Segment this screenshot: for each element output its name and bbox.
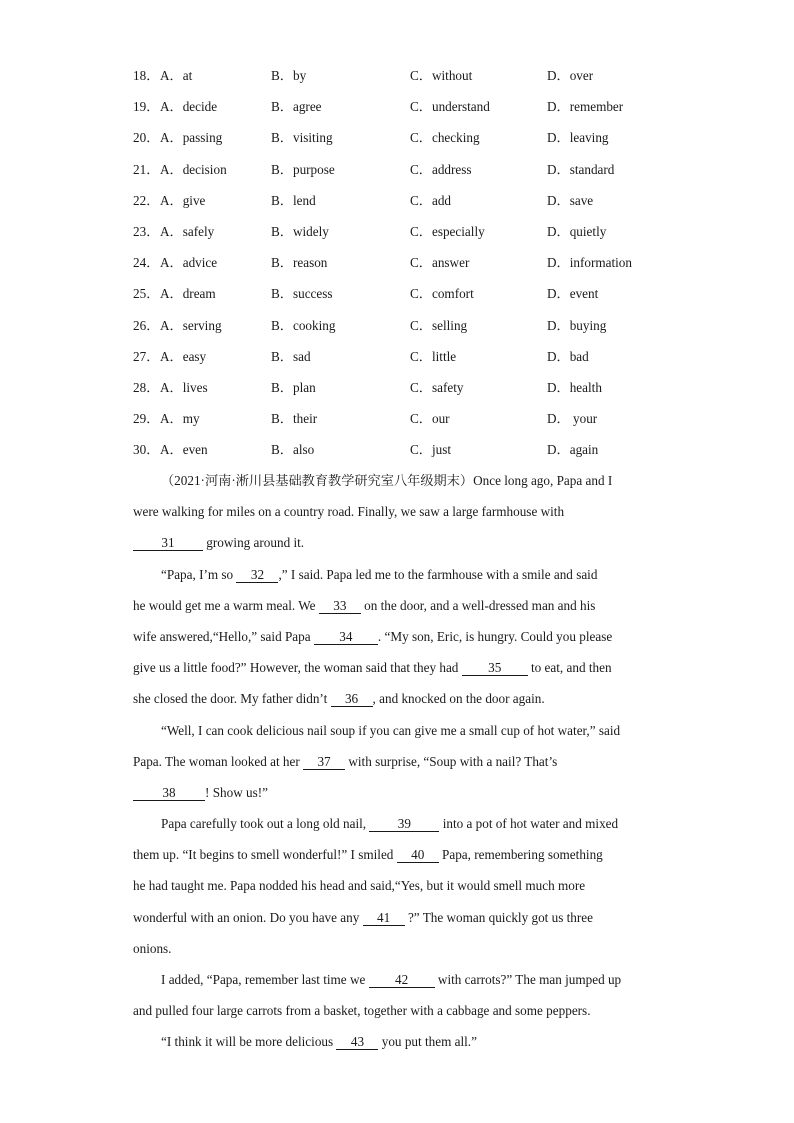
option-d: D．event [547, 286, 599, 302]
option-a: A．even [160, 442, 208, 458]
question-number: 18． [133, 68, 160, 83]
source-label: （2021·河南·淅川县基础教育教学研究室八年级期末）Once long ago, Papa and I [161, 473, 613, 488]
option-d: D．health [547, 379, 602, 395]
option-row [133, 222, 693, 253]
passage-text: he had taught me. Papa nodded his head and said,“Yes, but it would smell much more [133, 878, 586, 894]
passage-line [133, 970, 663, 1001]
option-a: A．serving [160, 317, 222, 333]
option-c: C．checking [410, 130, 480, 146]
option-d: D．bad [547, 348, 589, 364]
option-c: C．address [410, 161, 472, 177]
option-c: C．safety [410, 379, 464, 395]
option-row [133, 347, 693, 378]
passage-text: ! Show us!” [205, 784, 269, 800]
option-c: C．especially [410, 223, 485, 239]
passage-text: he would get me a warm meal. We [133, 597, 319, 613]
option-b: B．visiting [271, 130, 333, 146]
option-b: B．by [271, 68, 307, 83]
option-a: A．at [160, 68, 193, 83]
passage-line [133, 658, 663, 689]
question-number: 30． [133, 442, 160, 458]
option-d: D．standard [547, 161, 615, 177]
passage-text: into a pot of hot water and mixed [439, 816, 619, 832]
passage-line [133, 814, 663, 845]
option-c: C．without [410, 68, 473, 83]
passage-text: ?” The woman quickly got us three [404, 909, 594, 925]
option-b: B．also [271, 442, 315, 458]
option-row [133, 378, 693, 409]
option-a: A．decision [160, 161, 227, 177]
question-number: 24． [133, 255, 160, 271]
passage-text: with surprise, “Soup with a nail? That’s [345, 753, 558, 769]
option-d: D．quietly [547, 223, 607, 239]
blank-38: 38 [133, 786, 205, 801]
option-c: C．add [410, 192, 452, 208]
option-c: C．little [410, 348, 457, 364]
passage-line [133, 627, 663, 658]
option-a: A．advice [160, 255, 218, 271]
passage-line [133, 752, 663, 783]
option-row [133, 66, 693, 97]
passage-line [133, 783, 663, 814]
blank-43: 43 [336, 1035, 378, 1050]
option-d: D．again [547, 442, 599, 458]
option-c: C．selling [410, 317, 468, 333]
option-b: B．widely [271, 223, 329, 239]
passage-line [133, 596, 663, 627]
blank-36: 36 [331, 692, 373, 707]
passage-line [133, 533, 663, 564]
passage-line [133, 721, 663, 752]
option-row [133, 284, 693, 315]
option-b: B．purpose [271, 161, 335, 177]
passage-line [133, 689, 663, 720]
passage-text: ,” I said. Papa led me to the farmhouse with a smile and said [278, 566, 598, 582]
source-line [133, 471, 663, 502]
passage-text: to eat, and then [527, 660, 612, 676]
option-a: A．lives [160, 379, 208, 395]
blank-32: 32 [236, 568, 278, 583]
passage-text: onions. [133, 940, 172, 956]
passage-text: were walking for miles on a country road. Finally, we saw a large farmhouse with [133, 504, 565, 520]
passage-line [133, 939, 663, 970]
option-a: A．easy [160, 348, 207, 364]
option-d: D．information [547, 255, 632, 271]
question-number: 26． [133, 317, 160, 333]
option-b: B．sad [271, 348, 311, 364]
question-number: 22． [133, 192, 160, 208]
question-number: 21． [133, 161, 160, 177]
passage-text: give us a little food?” However, the woman said that they had [133, 660, 462, 676]
passage-text: Papa, remembering something [438, 847, 603, 863]
blank-39: 39 [369, 817, 439, 832]
blank-40: 40 [397, 848, 439, 863]
passage-text: growing around it. [203, 535, 305, 551]
passage-text: , and knocked on the door again. [372, 691, 545, 707]
blank-33: 33 [319, 599, 361, 614]
option-a: A．decide [160, 99, 218, 115]
passage-line [133, 908, 663, 939]
passage-text: and pulled four large carrots from a basket, together with a cabbage and some peppers. [133, 1003, 591, 1019]
option-row [133, 160, 693, 191]
option-d: D．over [547, 68, 594, 83]
question-number: 23． [133, 223, 160, 239]
question-number: 29． [133, 411, 160, 427]
option-b: B．agree [271, 99, 322, 115]
passage-text: I added, “Papa, remember last time we [161, 972, 369, 987]
passage-text: wife answered,“Hello,” said Papa [133, 628, 314, 644]
answer-options [133, 66, 693, 471]
passage-text: wonderful with an onion. Do you have any [133, 909, 363, 925]
passage-text: “Well, I can cook delicious nail soup if you can give me a small cup of hot water,” said [161, 722, 621, 738]
passage-line [133, 845, 663, 876]
blank-42: 42 [369, 973, 435, 988]
passage-line [133, 502, 663, 533]
option-b: B．their [271, 411, 318, 427]
passage-text: . “My son, Eric, is hungry. Could you please [377, 628, 613, 644]
passage-text: Papa carefully took out a long old nail, [161, 816, 370, 832]
option-row [133, 440, 693, 471]
question-number: 28． [133, 379, 160, 395]
blank-31: 31 [133, 536, 203, 551]
option-b: B．plan [271, 379, 316, 395]
passage-text: with carrots?” The man jumped up [434, 972, 622, 987]
passage-text: “Papa, I’m so [161, 566, 237, 582]
option-c: C．comfort [410, 286, 474, 302]
option-b: B．cooking [271, 317, 336, 333]
option-row [133, 316, 693, 347]
cloze-passage [133, 471, 663, 1064]
option-b: B．reason [271, 255, 328, 271]
option-c: C．our [410, 411, 450, 427]
blank-41: 41 [363, 911, 405, 926]
option-b: B．lend [271, 192, 316, 208]
option-d: D．save [547, 192, 594, 208]
blank-37: 37 [303, 755, 345, 770]
option-row [133, 409, 693, 440]
passage-line [133, 1032, 663, 1063]
option-row [133, 128, 693, 159]
option-d: D． your [547, 411, 598, 427]
passage-text: Papa. The woman looked at her [133, 753, 304, 769]
option-a: A．my [160, 411, 200, 427]
option-a: A．passing [160, 130, 223, 146]
option-a: A．give [160, 192, 206, 208]
blank-34: 34 [314, 630, 378, 645]
question-number: 27． [133, 348, 160, 364]
option-row [133, 253, 693, 284]
question-number: 25． [133, 286, 160, 302]
option-c: C．understand [410, 99, 490, 115]
option-d: D．leaving [547, 130, 609, 146]
option-d: D．buying [547, 317, 607, 333]
passage-line [133, 876, 663, 907]
passage-text: “I think it will be more delicious [161, 1034, 337, 1050]
option-c: C．just [410, 442, 452, 458]
passage-line [133, 565, 663, 596]
passage-text: on the door, and a well-dressed man and his [360, 597, 596, 613]
passage-line [133, 1001, 663, 1032]
option-row [133, 97, 693, 128]
option-a: A．dream [160, 286, 216, 302]
option-d: D．remember [547, 99, 624, 115]
passage-text: she closed the door. My father didn’t [133, 691, 331, 707]
question-number: 19． [133, 99, 160, 115]
question-number: 20． [133, 130, 160, 146]
option-b: B．success [271, 286, 333, 302]
option-row [133, 191, 693, 222]
option-a: A．safely [160, 223, 215, 239]
passage-text: them up. “It begins to smell wonderful!” I smiled [133, 847, 397, 863]
blank-35: 35 [462, 661, 528, 676]
passage-text: you put them all.” [378, 1034, 477, 1050]
option-c: C．answer [410, 255, 470, 271]
